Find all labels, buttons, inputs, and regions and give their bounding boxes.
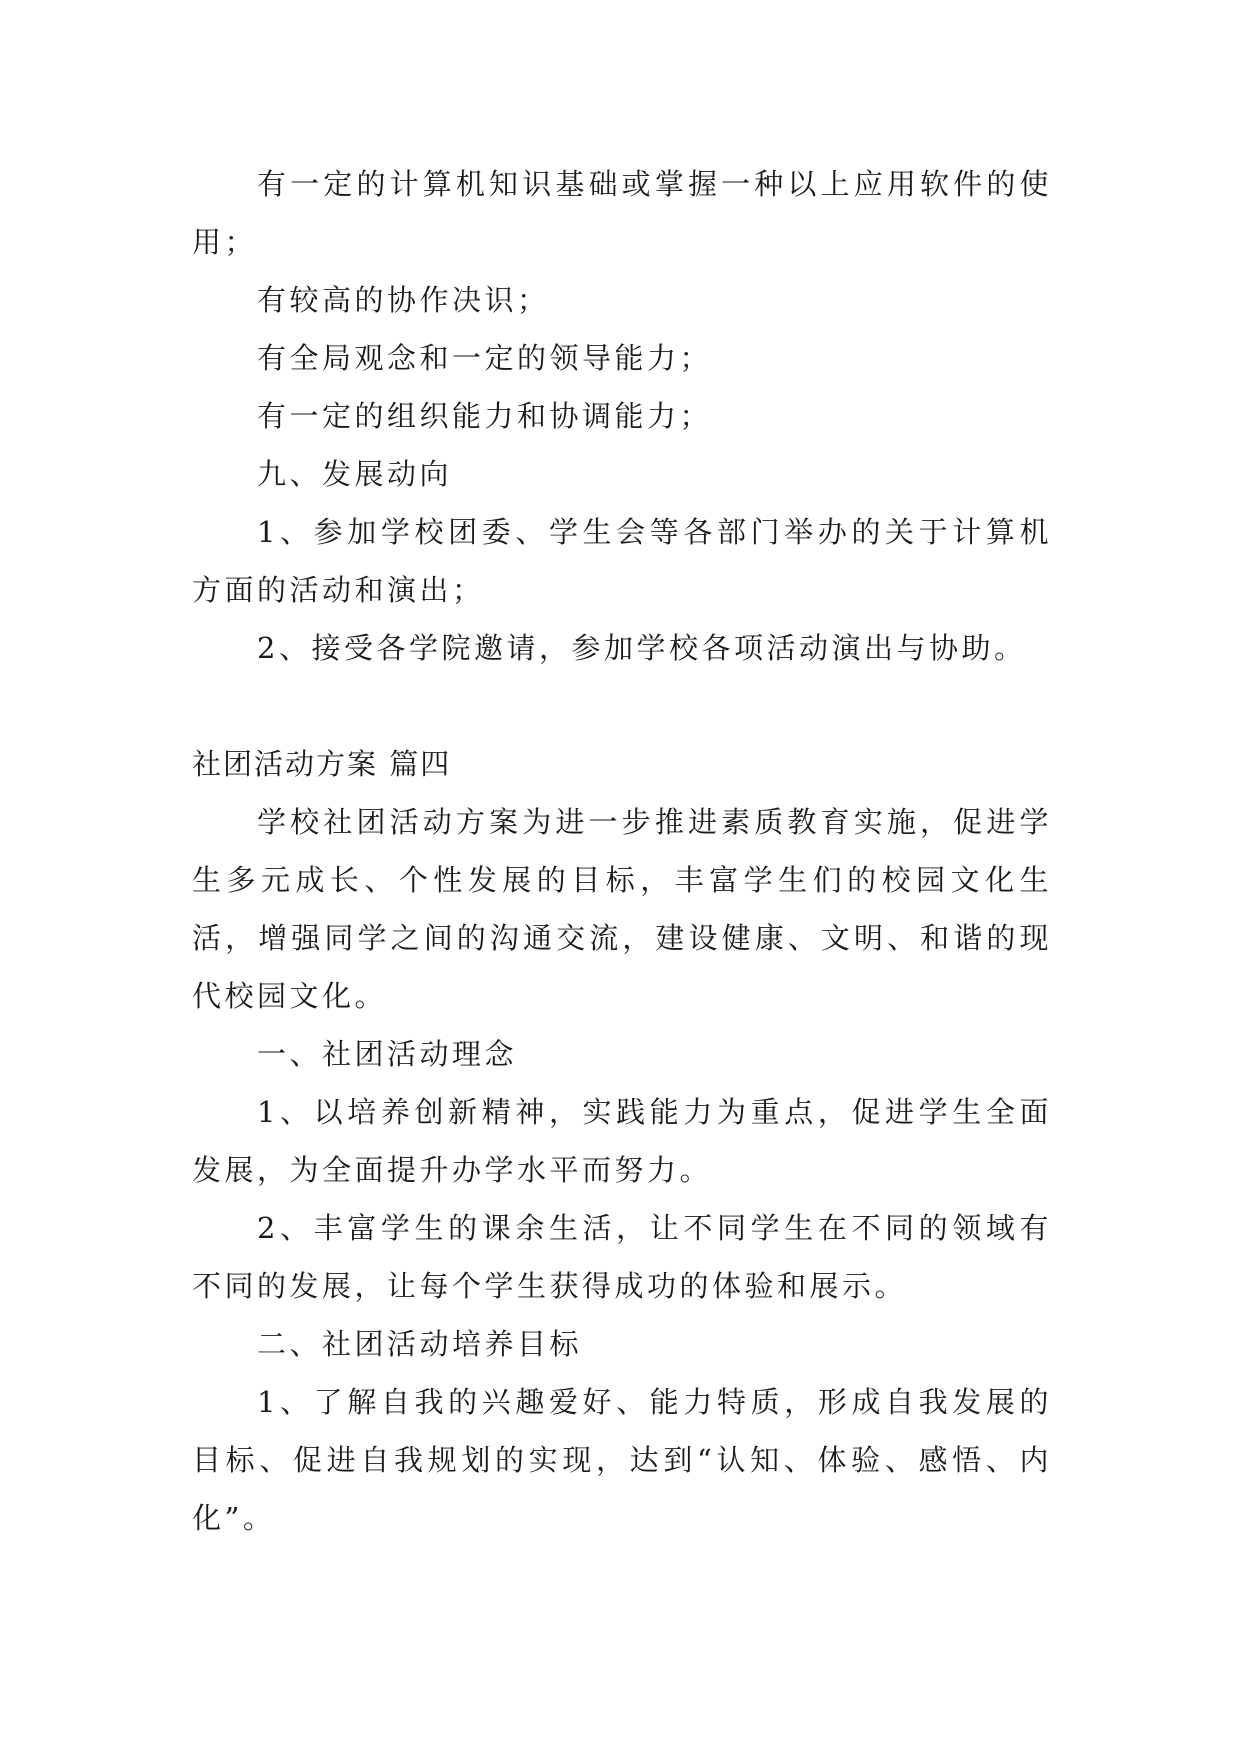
paragraph-computer-skills: 有一定的计算机知识基础或掌握一种以上应用软件的使用； (192, 167, 1052, 259)
paragraph-direction-1: 1、参加学校团委、学生会等各部门举办的关于计算机方面的活动和演出； (192, 515, 1052, 607)
paragraph-leadership: 有全局观念和一定的领导能力； (257, 341, 713, 375)
paragraph-intro: 学校社团活动方案为进一步推进素质教育实施，促进学生多元成长、个性发展的目标，丰富学生们的校园文化生活，增强同学之间的沟通交流，建设健康、文明、和谐的现代校园文化。 (192, 805, 1052, 1013)
paragraph-organization: 有一定的组织能力和协调能力； (257, 399, 713, 433)
document-body (192, 155, 1052, 1547)
paragraph-goal-1: 1、了解自我的兴趣爱好、能力特质，形成自我发展的目标、促进自我规划的实现，达到“认知、体验、感悟、内化”。 (192, 1385, 1052, 1535)
heading-training-goals: 二、社团活动培养目标 (257, 1327, 583, 1361)
paragraph-concept-2: 2、丰富学生的课余生活，让不同学生在不同的领域有不同的发展，让每个学生获得成功的体验和展示。 (192, 1211, 1052, 1303)
paragraph-cooperation: 有较高的协作决识； (257, 283, 550, 317)
paragraph-concept-1: 1、以培养创新精神，实践能力为重点，促进学生全面发展，为全面提升办学水平而努力。 (192, 1095, 1052, 1187)
section-gap (192, 677, 1052, 735)
heading-activity-concept: 一、社团活动理念 (257, 1037, 518, 1071)
section-title: 社团活动方案 篇四 (192, 747, 452, 781)
heading-development-direction: 九、发展动向 (257, 457, 453, 491)
paragraph-direction-2: 2、接受各学院邀请，参加学校各项活动演出与协助。 (257, 631, 1027, 665)
